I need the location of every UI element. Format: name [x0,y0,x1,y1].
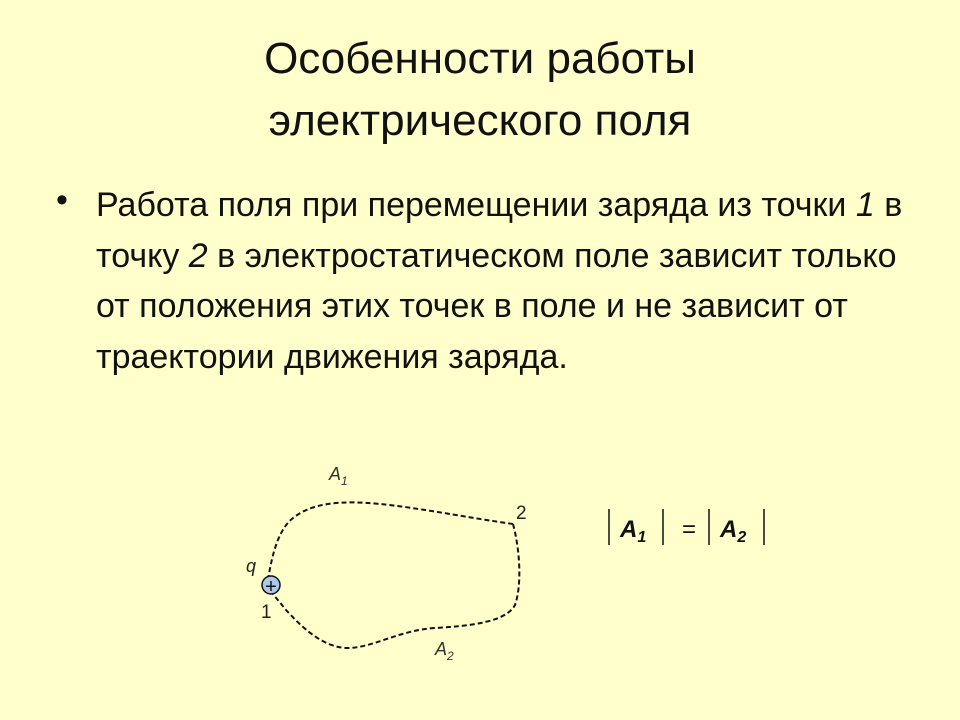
bullet-text-part-3: в электростатическом поле зависит только от положения этих точек в поле и не зависит от траектории движения заряда. [96,236,897,376]
equation-lhs: $A_1$ [620,516,647,546]
charge-sign: + [265,576,277,598]
work-equation [609,509,764,546]
path-1-label: $A_1$ [329,464,348,488]
path-2-label-sub: 2 [447,649,454,663]
path-1-label-sub: 1 [341,474,348,488]
equation-lhs-sub: 1 [637,529,647,546]
point-1-label: 1 [261,602,272,623]
title-line-1: Особенности работы [264,34,696,83]
trajectory-path-2 [268,524,519,648]
bullet-text-part-1: Работа поля при перемещении заряда из точки [96,186,856,224]
point-2-ref: 2 [188,236,208,275]
point-1-ref: 1 [855,186,875,224]
equation-rhs: $A_2$ [720,516,747,546]
title-line-2: электрического поля [268,96,692,145]
bullet-icon: • [56,181,68,219]
path-2-label: $A_2$ [435,639,454,663]
charge-label: q [246,556,257,576]
bullet-text-part-2: в точку [96,186,903,275]
trajectory-path-1 [268,502,513,580]
equation-equals: = [682,516,697,543]
equation-rhs-sub: 2 [737,529,747,546]
point-2-label: 2 [516,503,527,524]
